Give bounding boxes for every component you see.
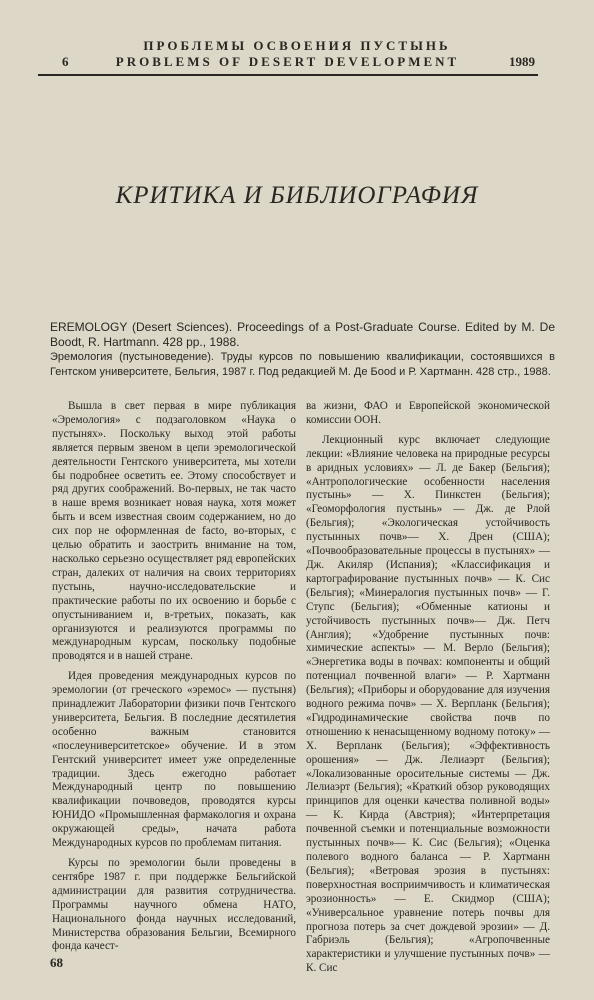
paragraph: Лекционный курс включает следующие лекции: «Влияние человека на природные ресурсы в аридных условиях» — Л. де Бакер (Бельгия); «Антропологические особенности населения пустынь» — Х. Пинкстен (Бельгия); «Геоморфология пустынь» — Дж. де Рлой (Бельгия); «Экологическая устойчивость пустынных почв»— Х. Дрен (США); «Почвообразовательные процессы в пустынях» — Дж. Акиляр (Испания); «Классификация и картографирование пустынных почв» — К. Сис (Бельгия); «Минералогия пустынных почв» — Г. Ступс (Бельгия); «Обменные катионы и устойчивость пустынных почв»— Дж. Петч (Англия); «Удобрение пустынных почв: химические аспекты» — М. Верло (Бельгия); «Энергетика воды в почвах: компоненты и общий потенциал почвенной влаги» — Р. Хартманн (Бельгия); «Приборы и оборудование для изучения водного режима почв» — Х. Верпланк (Бельгия); «Гидродинамические свойства почв по отношению к ненасыщенному водному потоку» — Х. Верпланк (Бельгия); «Эффективность орошения» — Дж. Лелиаэрт (Бельгия); «Локализованные оросительные системы — Дж. Лелиаэрт (Бельгия); «Краткий обзор руководящих принципов для оценки качества поливной воды» — К. Кирда (Австрия); «Интерпретация почвенной съемки и потенциальные возможности пустынных почв»— К. Сис (Бельгия); «Оценка полевого водного баланса — Р. Хартманн (Бельгия); «Ветровая эрозия в пустынях: поверхностная восприимчивость и климатическая эрозионность» — Е. Скидмор (США); «Универсальное уравнение потерь почвы для прогноза потерь за счет дождевой эрозии» — Д. Габриэль (Бельгия); «Агропочвенные характеристики и улучшение пустынных почв» — К. Сис <box>306 433 550 975</box>
paragraph: ва жизни, ФАО и Европейской экономической комиссии ООН. <box>306 400 550 426</box>
reference-english: EREMOLOGY (Desert Sciences). Proceedings of a Post-Graduate Course. Edited by M. De Boodt, R. Hartmann. 428 pp., 1988. <box>50 320 555 349</box>
paragraph: Идея проведения международных курсов по эремологии (от греческого «эремос» — пустыня) принадлежит Лаборатории физики почв Гентского университета, Бельгия. В последние десятилетия особенно важным становится «послеуниверситетское» обучение. И в этом Гентский университет имеет уже определенные традиции. Здесь ежегодно работает Международный центр по повышению квалификации почвоведов, проводятся курсы ЮНИДО «Промышленная фармакология и охрана окружающей среды», начата работа Международных курсов по проблемам питания. <box>52 670 296 850</box>
page-number: 68 <box>50 955 63 970</box>
paragraph: Вышла в свет первая в мире публикация «Эремология» с подзаголовком «Наука о пустынях». Поскольку выход этой работы является первым звеном в цепи эремологической деятельности Гентского университета, мы хотели бы подробнее осветить ее. Этому способствует и ряд других соображений. Во-первых, не так часто в наше время возникает новая наука, хотя может быть и всем известная своим содержанием, но до сих пор не оформленная de facto, во-вторых, с целью обратить и заострить внимание на том, насколько серьезно осуществляет ряд европейских стран, далеких от наличия на своих территориях пустынь, научно-исследовательские и практические работы по их освоению и борьбе с опустыниванием и, в-третьих, показать, как организуются и реализуются программы по международным курсам, поскольку подобные проводятся и в нашей стране. <box>52 400 296 663</box>
running-header <box>40 54 535 72</box>
year: 1989 <box>509 54 535 69</box>
journal-title-ru: ПРОБЛЕМЫ ОСВОЕНИЯ ПУСТЫНЬ <box>143 38 451 53</box>
section-title: КРИТИКА И БИБЛИОГРАФИЯ <box>115 182 479 209</box>
paragraph: Курсы по эремологии были проведены в сентябре 1987 г. при поддержке Бельгийской администрации для развития сотрудничества. Программы научного обмена НАТО, Национального фонда научных исследований, Министерства образования Бельгии, Всемирного фонда качест- <box>52 857 296 953</box>
right-column <box>306 400 550 976</box>
left-column <box>52 400 296 954</box>
reference-russian: Эремология (пустыноведение). Труды курсов по повышению квалификации, состоявшихся в Гентском университете, Бельгия, 1987 г. Под редакцией М. Де Бood и Р. Хартманн. 428 стр., 1988. <box>50 351 555 378</box>
issue-number: 6 <box>62 54 69 69</box>
journal-title-en: PROBLEMS OF DESERT DEVELOPMENT <box>115 54 460 69</box>
header-rule <box>38 74 538 76</box>
